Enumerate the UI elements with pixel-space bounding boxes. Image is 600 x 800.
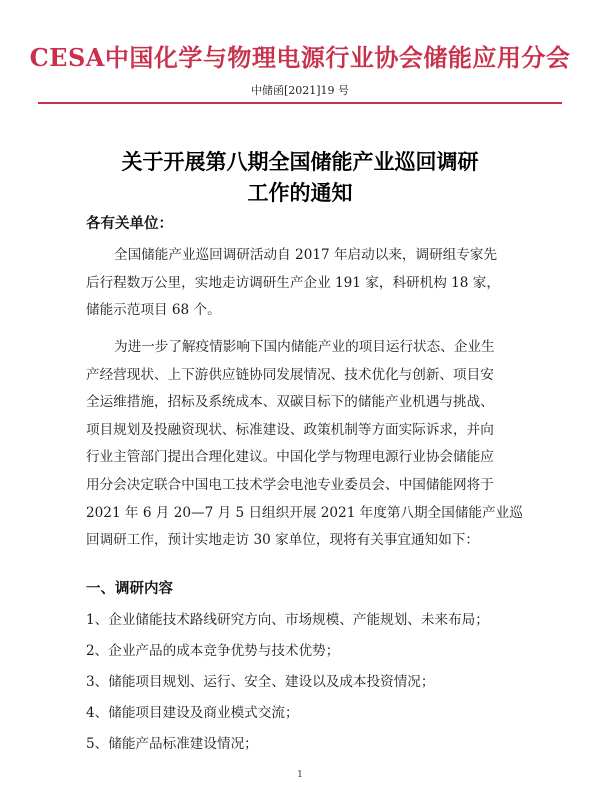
salutation: 各有关单位： xyxy=(86,215,173,232)
paragraph-line: 为进一步了解疫情影响下国内储能产业的项目运行状态、企业生 xyxy=(114,339,495,355)
paragraph-line: 后行程数万公里，实地走访调研生产企业 191 家，科研机构 18 家， xyxy=(86,274,500,291)
section-heading: 一、调研内容 xyxy=(86,580,173,597)
list-item: 4、储能项目建设及商业模式交流； xyxy=(86,705,299,721)
paragraph-line: 全运维措施，招标及系统成本、双碳目标下的储能产业机遇与挑战、 xyxy=(86,394,494,411)
document-title xyxy=(0,146,600,208)
organization-letterhead: CESA中国化学与物理电源行业协会储能应用分会 xyxy=(29,43,571,72)
list-item: 5、储能产品标准建设情况； xyxy=(86,736,258,752)
paragraph-line: 储能示范项目 68 个。 xyxy=(86,302,221,319)
list-item: 2、企业产品的成本竞争优势与技术优势； xyxy=(86,643,340,659)
title-line: 工作的通知 xyxy=(247,180,353,205)
paragraph-line: 回调研工作，预计实地走访 30 家单位，现将有关事宜通知如下： xyxy=(86,532,479,549)
research-content-list xyxy=(86,605,526,760)
purpose-paragraph xyxy=(86,334,523,555)
paragraph-line: 2021 年 6 月 20—7 月 5 日组织开展 2021 年度第八期全国储能产业巡 xyxy=(86,504,523,521)
title-line: 关于开展第八期全国储能产业巡回调研 xyxy=(121,149,479,174)
paragraph-line: 行业主管部门提出合理化建议。中国化学与物理电源行业协会储能应 xyxy=(86,449,494,466)
paragraph-line: 项目规划及投融资现状、标准建设、政策机制等方面实际诉求，并向 xyxy=(86,421,494,438)
list-item: 3、储能项目规划、运行、安全、建设以及成本投资情况； xyxy=(86,674,435,690)
intro-paragraph xyxy=(86,242,518,325)
letterhead-divider xyxy=(38,102,562,104)
list-item: 1、企业储能技术路线研究方向、市场规模、产能规划、未来布局； xyxy=(86,612,489,628)
document-number: 中储函[2021]19 号 xyxy=(250,84,350,97)
paragraph-line: 全国储能产业巡回调研活动自 2017 年启动以来，调研组专家先 xyxy=(114,247,498,263)
page-number: 1 xyxy=(297,770,303,780)
paragraph-line: 产经营现状、上下游供应链协同发展情况、技术优化与创新、项目安 xyxy=(86,366,494,383)
paragraph-line: 用分会决定联合中国电工技术学会电池专业委员会、中国储能网将于 xyxy=(86,476,494,493)
